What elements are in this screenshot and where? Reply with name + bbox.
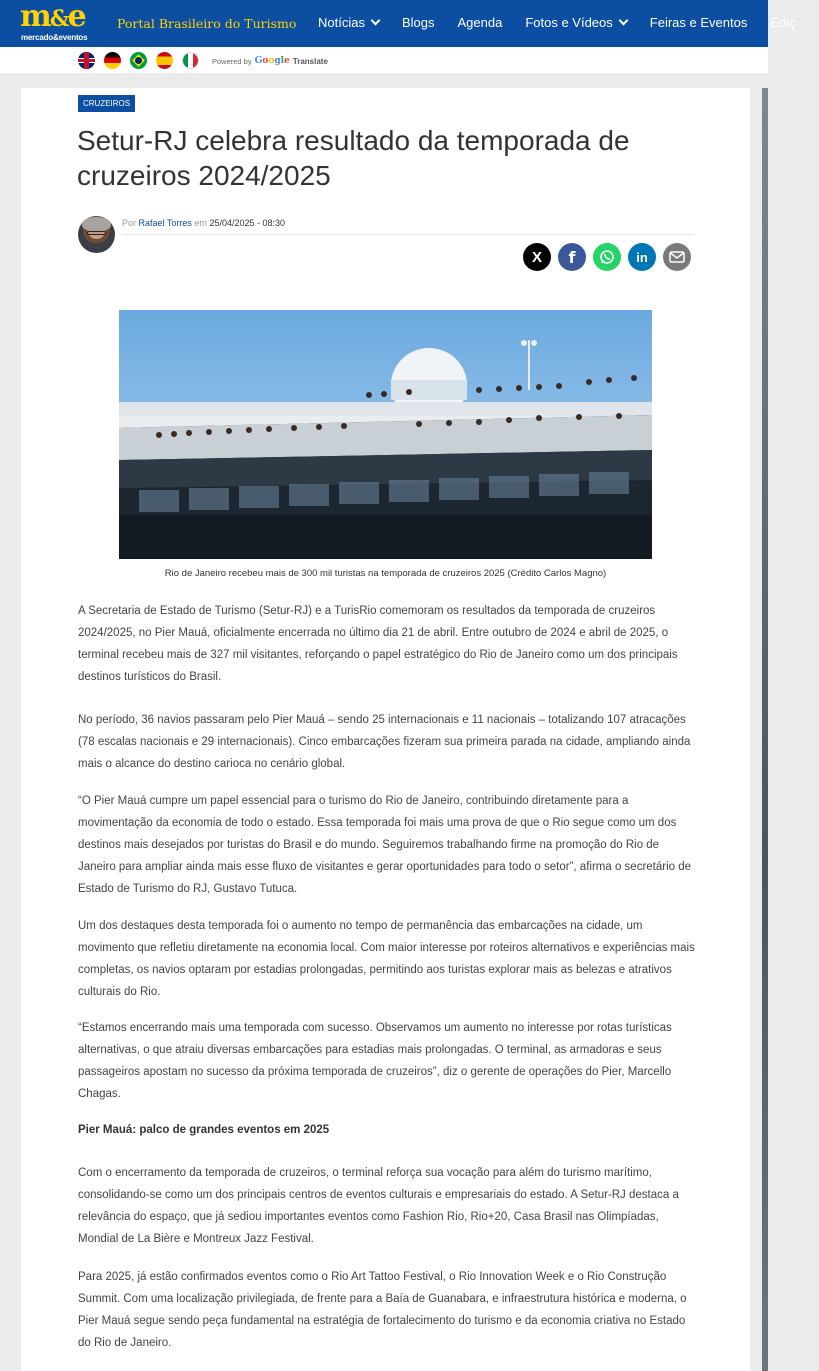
nav-label: Agenda — [457, 15, 503, 30]
nav-label: Blogs — [401, 15, 435, 30]
google-translate-badge[interactable] — [212, 56, 328, 66]
powered-by-label: Powered by — [212, 56, 252, 66]
nav-item-blogs[interactable] — [402, 15, 435, 30]
linkedin-icon: in — [636, 249, 648, 265]
byline-in: em — [194, 218, 207, 228]
chevron-down-icon — [618, 16, 628, 26]
spain-flag-icon[interactable] — [156, 52, 173, 69]
facebook-icon: f — [568, 247, 576, 267]
share-x-button[interactable] — [523, 243, 551, 271]
whatsapp-icon — [599, 249, 615, 265]
nav-item-feiras-eventos[interactable] — [650, 15, 748, 30]
translate-bar — [0, 47, 768, 73]
publish-date: 25/04/2025 - 08:30 — [209, 218, 286, 228]
uk-flag-icon[interactable] — [78, 52, 95, 69]
email-icon — [669, 251, 685, 263]
byline-prefix: Por — [122, 218, 137, 228]
main-nav — [318, 15, 819, 30]
article-paragraph: “Estamos encerrando mais uma temporada com sucesso. Observamos um aumento no interesse por rotas turísticas alternativas, o que atraiu diversas embarcações para estadias mais prolongadas. O terminal, as armadoras e seus passageiros apostam no sucesso da próxima temporada de cruzeiros”, diz o gerente de operações do Pier, Marcello Chagas. — [78, 1022, 672, 1100]
nav-label: Fotos e Vídeos — [525, 15, 613, 30]
nav-item-noticias[interactable] — [318, 15, 379, 30]
portal-tagline: Portal Brasileiro do Turismo — [117, 16, 297, 31]
nav-item-edicoes[interactable] — [770, 15, 795, 30]
x-icon: X — [531, 248, 542, 266]
article-title: Setur-RJ celebra resultado da temporada de cruzeiros 2024/2025 — [77, 125, 630, 191]
translate-label: Translate — [292, 56, 328, 66]
byline-divider — [122, 234, 694, 235]
nav-label: Notícias — [318, 15, 365, 30]
article-paragraph: Com o encerramento da temporada de cruzeiros, o terminal reforça sua vocação para além do turismo marítimo, consolidando-se como um dos principais centros de eventos culturais e empresariais do estado. A Setur-RJ destaca a relevância do espaço, que já sediou importantes eventos como Fashion Rio, Rio+20, Casa Brasil nas Olimpíadas, Mondial de La Bière e Montreux Jazz Festival. — [78, 1167, 679, 1245]
share-buttons — [523, 243, 691, 271]
nav-item-fotos-videos[interactable] — [525, 15, 626, 30]
logo-subtitle: mercado&eventos — [21, 33, 88, 42]
sidebar-image-edge — [762, 88, 768, 1371]
nav-label: Ediç — [770, 15, 796, 30]
brazil-flag-icon[interactable] — [130, 52, 147, 69]
article-paragraph: No período, 36 navios passaram pelo Pier Mauá – sendo 25 internacionais e 11 nacionais – totalizando 107 atracações (78 escalas nacionais e 29 internacionais). Cinco embarcações fizeram sua primeira parada na cidade, ampliando ainda mais o alcance do destino carioca no cenário global. — [78, 714, 691, 770]
author-avatar — [78, 216, 115, 253]
author-link[interactable]: Rafael Torres — [138, 218, 192, 228]
share-email-button[interactable] — [663, 243, 691, 271]
site-logo[interactable] — [20, 0, 88, 44]
article-paragraph: Para 2025, já estão confirmados eventos como o Rio Art Tattoo Festival, o Rio Innovation Week e o Rio Construção Summit. Com uma localização privilegiada, de frente para a Baía de Guanabara, e infraestrutura histórica e moderna, o Pier Mauá segue sendo peça fundamental na estratégia de fortalecimento do turismo e da economia criativa no Estado do Rio de Janeiro. — [78, 1271, 687, 1349]
chevron-down-icon — [371, 16, 381, 26]
google-logo: Google — [254, 56, 290, 66]
nav-label: Feiras e Eventos — [649, 15, 748, 30]
article-subheading: Pier Mauá: palco de grandes eventos em 2025 — [78, 1124, 330, 1136]
cruise-ship-illustration — [119, 310, 652, 559]
language-flags — [78, 52, 199, 69]
germany-flag-icon[interactable] — [104, 52, 121, 69]
article-paragraph: “O Pier Mauá cumpre um papel essencial para o turismo do Rio de Janeiro, contribuindo diretamente para a movimentação da economia de todo o estado. Essa temporada foi mais uma prova de que o Rio segue como um dos destinos mais desejados por turistas do Brasil e do mundo. Seguiremos trabalhando firme na promoção do Rio de Janeiro para ampliar ainda mais esse fluxo de visitantes e gerar oportunidades para todo o setor”, afirma o secretário de Estado de Turismo do RJ, Gustavo Tutuca. — [78, 795, 692, 895]
article-paragraph: A Secretaria de Estado de Turismo (Setur-RJ) e a TurisRio comemoram os resultados da temporada de cruzeiros 2024/2025, no Pier Mauá, oficialmente encerrada no último dia 21 de abril. Entre outubro de 2024 e abril de 2025, o terminal recebeu mais de 327 mil visitantes, reforçando o papel estratégico do Rio de Janeiro como um dos principais destinos turísticos do Brasil. — [78, 605, 678, 683]
share-linkedin-button[interactable] — [628, 243, 656, 271]
nav-item-agenda[interactable] — [458, 15, 503, 30]
share-whatsapp-button[interactable] — [593, 243, 621, 271]
top-navbar — [0, 0, 796, 47]
photo-caption: Rio de Janeiro recebeu mais de 300 mil turistas na temporada de cruzeiros 2025 (Crédito Carlos Magno) — [164, 568, 607, 579]
italy-flag-icon[interactable] — [182, 52, 199, 69]
logo-mark: m&e — [20, 0, 85, 34]
byline — [122, 218, 285, 228]
article-paragraph: Um dos destaques desta temporada foi o aumento no tempo de permanência das embarcações na cidade, um movimento que refletiu diretamente na economia local. Com maior interesse por roteiros alternativos e experiências mais completas, os navios optaram por estadias prolongadas, permitindo aos turistas explorar mais as belezas e atrativos culturais do Rio. — [78, 920, 695, 998]
category-badge[interactable]: CRUZEIROS — [78, 95, 135, 112]
article-hero-photo — [119, 310, 652, 559]
share-facebook-button[interactable] — [558, 243, 586, 271]
